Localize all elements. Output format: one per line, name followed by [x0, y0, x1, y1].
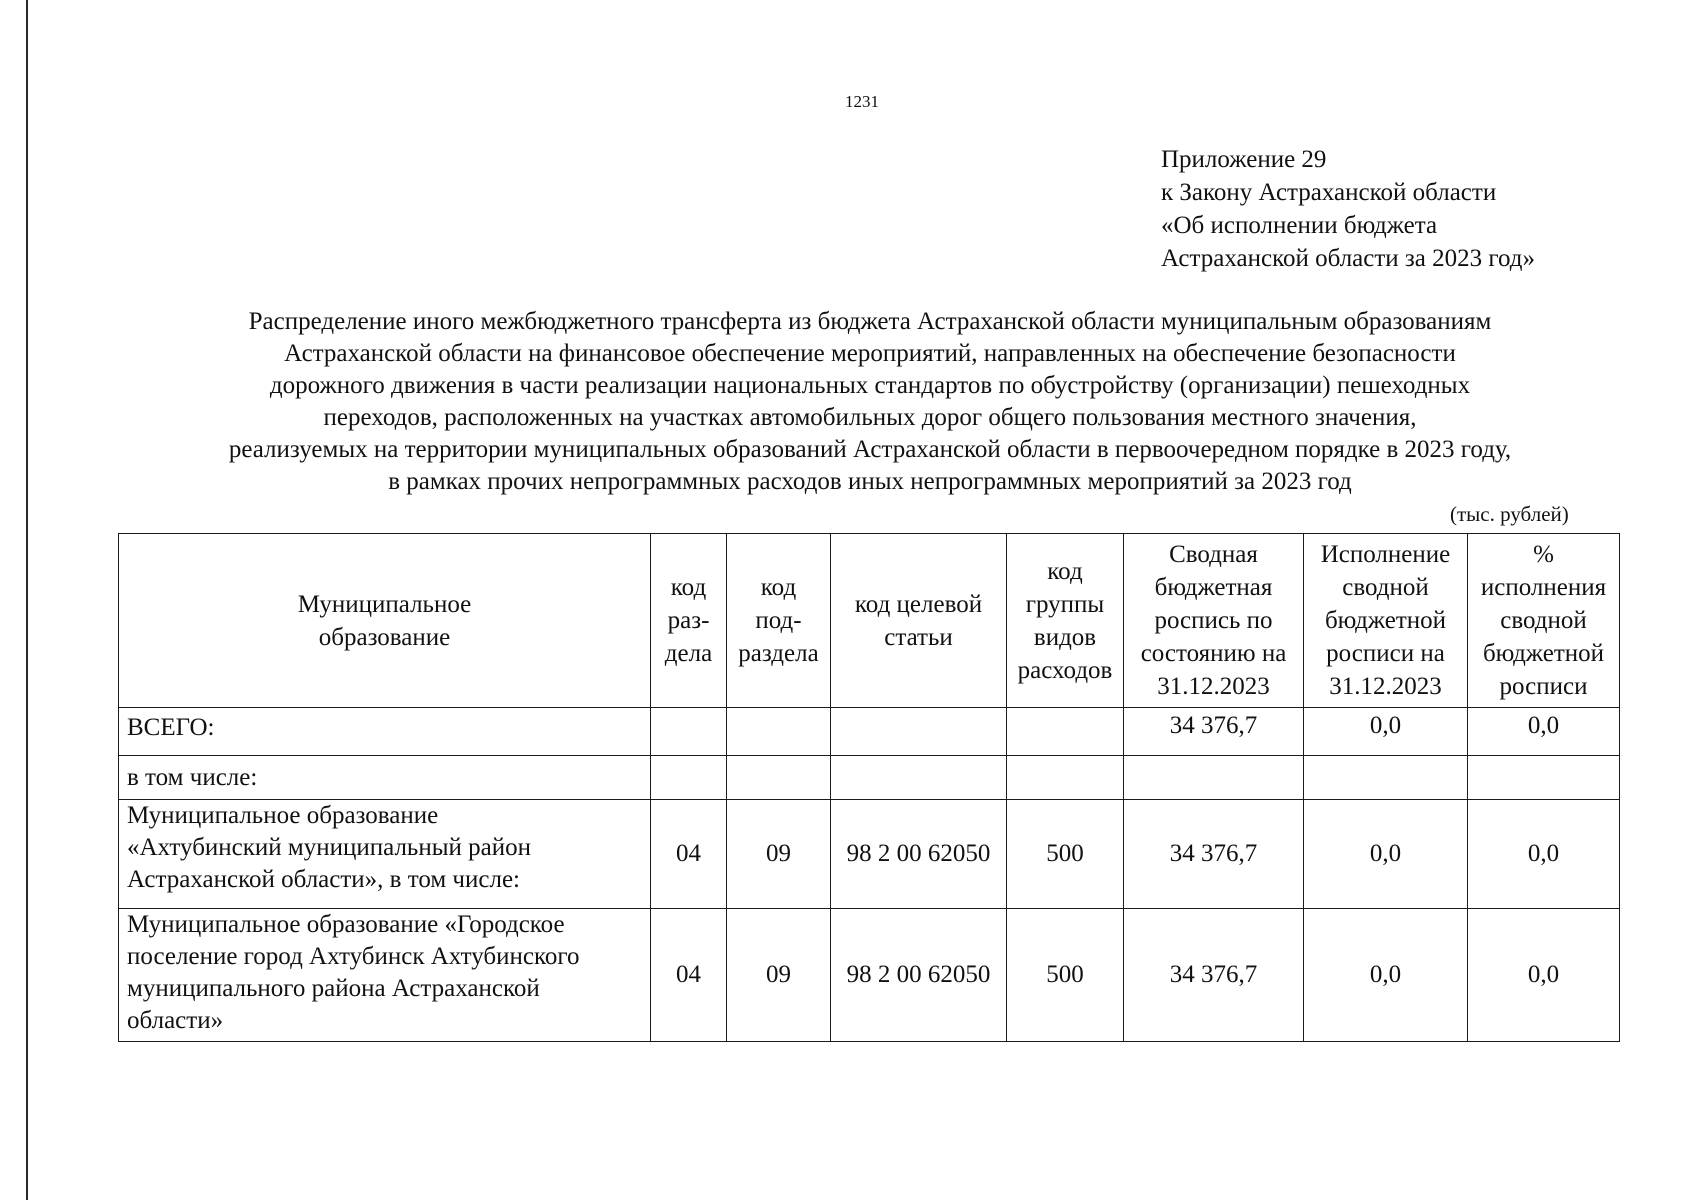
empty-cell — [1007, 708, 1124, 756]
header-execution: Исполнение сводной бюджетной росписи на 31.12.2023 — [1304, 534, 1468, 708]
appendix-line: Приложение 29 — [1161, 146, 1327, 173]
page-left-edge — [26, 0, 28, 1200]
empty-cell — [727, 708, 831, 756]
razdel-code: 04 — [651, 909, 727, 1042]
podrazdel-code: 09 — [727, 800, 831, 909]
empty-cell — [831, 708, 1007, 756]
empty-cell — [1468, 756, 1620, 800]
table-row — [119, 800, 1620, 909]
appendix-line: к Закону Астраханской области — [1161, 179, 1497, 206]
budget-value: 34 376,7 — [1124, 909, 1304, 1042]
header-target-article: код целевой статьи — [831, 534, 1007, 708]
municipality-name: Муниципальное образование «Городское поселение город Ахтубинск Ахтубинского муниципального района Астраханской области» — [119, 909, 651, 1042]
table-row-total — [119, 708, 1620, 756]
total-execution: 0,0 — [1304, 708, 1468, 756]
header-municipality: Муниципальное образование — [119, 534, 651, 708]
title-line: переходов, расположенных на участках автомобильных дорог общего пользования местного значения, — [323, 404, 1417, 431]
header-podrazdel: код под- раздела — [727, 534, 831, 708]
execution-value: 0,0 — [1304, 909, 1468, 1042]
expense-group-code: 500 — [1007, 909, 1124, 1042]
empty-cell — [1007, 756, 1124, 800]
target-article-code: 98 2 00 62050 — [831, 800, 1007, 909]
execution-value: 0,0 — [1304, 800, 1468, 909]
header-percent: % исполнения сводной бюджетной росписи — [1468, 534, 1620, 708]
target-article-code: 98 2 00 62050 — [831, 909, 1007, 1042]
podrazdel-code: 09 — [727, 909, 831, 1042]
title-line: дорожного движения в части реализации национальных стандартов по обустройству (организации) пешеходных — [269, 372, 1471, 399]
title-line: Астраханской области на финансовое обеспечение мероприятий, направленных на обеспечение безопасности — [284, 340, 1456, 367]
page-number: 1231 — [845, 92, 879, 111]
title-line: в рамках прочих непрограммных расходов иных непрограммных мероприятий за 2023 год — [388, 468, 1352, 495]
title-line: Распределение иного межбюджетного трансферта из бюджета Астраханской области муниципальным образованиям — [248, 308, 1492, 335]
appendix-note — [1161, 143, 1535, 275]
table-header-row — [119, 534, 1620, 708]
title-line: реализуемых на территории муниципальных образований Астраханской области в первоочередном порядке в 2023 году, — [228, 436, 1512, 463]
header-razdel: код раз- дела — [651, 534, 727, 708]
empty-cell — [727, 756, 831, 800]
empty-cell — [1124, 756, 1304, 800]
document-title — [130, 306, 1610, 498]
empty-cell — [831, 756, 1007, 800]
razdel-code: 04 — [651, 800, 727, 909]
percent-value: 0,0 — [1468, 909, 1620, 1042]
including-label: в том числе: — [119, 756, 651, 800]
header-expense-group: код группы видов расходов — [1007, 534, 1124, 708]
total-percent: 0,0 — [1468, 708, 1620, 756]
table-row — [119, 909, 1620, 1042]
budget-table — [118, 533, 1620, 1042]
units-label: (тыс. рублей) — [1450, 502, 1569, 526]
expense-group-code: 500 — [1007, 800, 1124, 909]
appendix-line: Астраханской области за 2023 год» — [1161, 245, 1536, 272]
appendix-line: «Об исполнении бюджета — [1161, 212, 1438, 239]
empty-cell — [1304, 756, 1468, 800]
table-row-including — [119, 756, 1620, 800]
total-label: ВСЕГО: — [119, 708, 651, 756]
empty-cell — [651, 708, 727, 756]
percent-value: 0,0 — [1468, 800, 1620, 909]
total-budget: 34 376,7 — [1124, 708, 1304, 756]
header-budget-schedule: Сводная бюджетная роспись по состоянию на 31.12.2023 — [1124, 534, 1304, 708]
municipality-name: Муниципальное образование «Ахтубинский муниципальный район Астраханской области», в том числе: — [119, 800, 651, 909]
budget-value: 34 376,7 — [1124, 800, 1304, 909]
empty-cell — [651, 756, 727, 800]
